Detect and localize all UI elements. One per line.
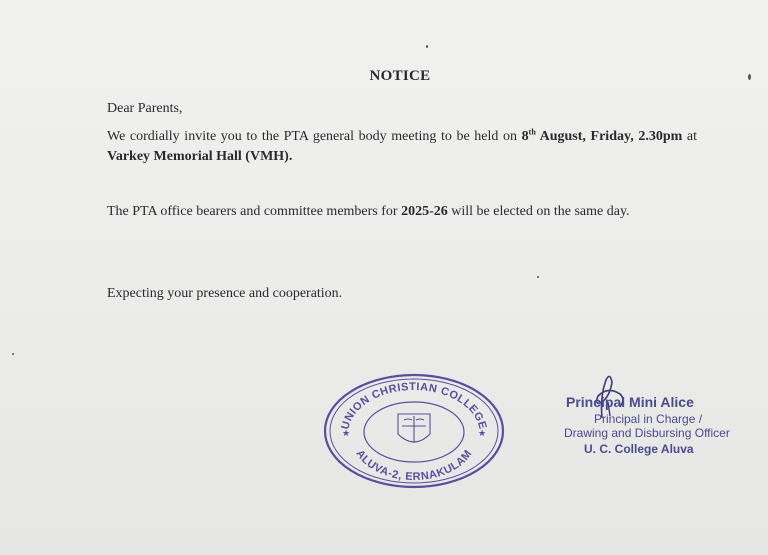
at-text: at xyxy=(682,129,698,144)
college-seal-stamp xyxy=(322,372,506,490)
signatory-office: Drawing and Disbursing Officer xyxy=(564,426,730,440)
meeting-day: 8 xyxy=(521,129,529,144)
day-suffix: th xyxy=(528,127,536,137)
election-text-end: will be elected on the same day. xyxy=(447,204,630,219)
meeting-venue: Varkey Memorial Hall (VMH). xyxy=(107,149,293,164)
signatory-name-line xyxy=(566,394,694,410)
scan-speck xyxy=(537,276,539,278)
election-paragraph xyxy=(107,202,697,222)
principal-label: Principal xyxy=(566,394,626,410)
scan-speck xyxy=(12,353,14,355)
signatory-role: Principal in Charge / xyxy=(594,412,703,426)
star-icon: ★ xyxy=(478,428,487,438)
stamp-top-text: UNION CHRISTIAN COLLEGE xyxy=(339,380,489,431)
greeting: Dear Parents, xyxy=(107,101,183,116)
svg-text:ALUVA-2, ERNAKULAM xyxy=(353,448,474,483)
signatory-name: Mini Alice xyxy=(629,394,694,410)
crest-icon xyxy=(398,414,430,442)
meeting-date-time: August, Friday, 2.30pm xyxy=(535,129,683,144)
scan-speck xyxy=(426,45,428,48)
election-text: The PTA office bearers and committee members for xyxy=(107,204,402,219)
signature-block xyxy=(560,388,740,468)
notice-title: NOTICE xyxy=(369,68,431,84)
scan-speck xyxy=(748,74,751,80)
closing-paragraph: Expecting your presence and cooperation. xyxy=(107,286,343,301)
election-year: 2025-26 xyxy=(401,204,448,219)
stamp-bottom-text: ALUVA-2, ERNAKULAM xyxy=(353,447,475,484)
invitation-paragraph xyxy=(107,127,697,167)
signatory-institution: U. C. College Aluva xyxy=(584,442,694,456)
star-icon: ★ xyxy=(342,428,351,438)
invitation-text: We cordially invite you to the PTA general body meeting to be held on xyxy=(107,129,522,144)
